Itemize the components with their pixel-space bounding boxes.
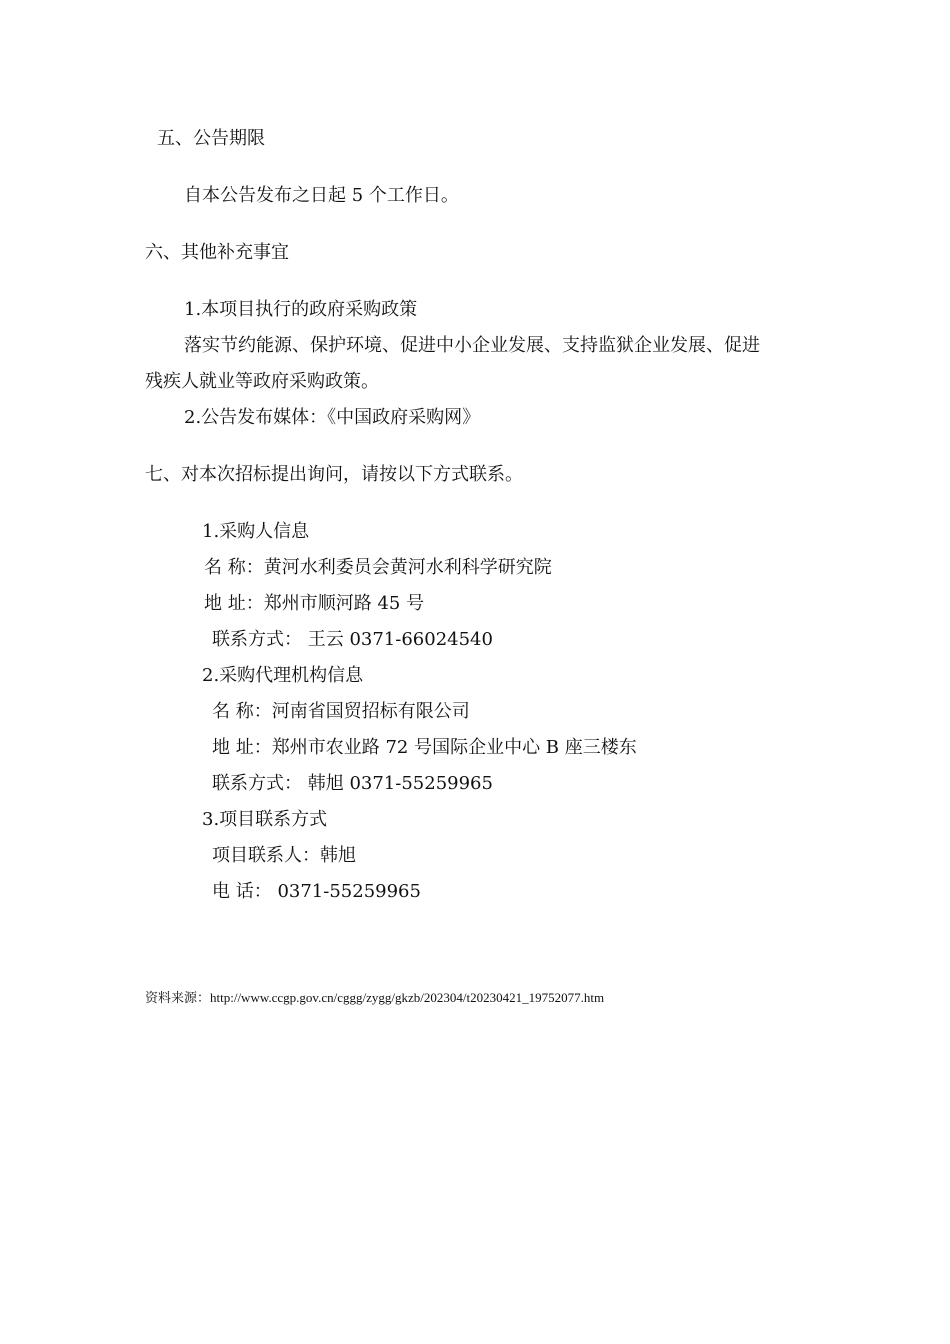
project-contact-title: 3.项目联系方式: [202, 809, 328, 830]
project-contact-phone: 电 话： 0371-55259965: [212, 881, 421, 902]
policy-title: 1.本项目执行的政府采购政策: [184, 299, 418, 320]
purchaser-contact: 联系方式： 王云 0371-66024540: [212, 629, 493, 650]
section-6-heading: 六、其他补充事宜: [145, 242, 289, 263]
agency-title: 2.采购代理机构信息: [202, 665, 364, 686]
project-contact-person: 项目联系人：韩旭: [212, 845, 356, 866]
purchaser-name: 名 称：黄河水利委员会黄河水利科学研究院: [204, 557, 552, 578]
section-7-heading: 七、对本次招标提出询问，请按以下方式联系。: [145, 464, 523, 485]
agency-address: 地 址：郑州市农业路 72 号国际企业中心 B 座三楼东: [212, 737, 637, 758]
agency-contact: 联系方式： 韩旭 0371-55259965: [212, 773, 493, 794]
section-5-body: 自本公告发布之日起 5 个工作日。: [184, 185, 459, 206]
source-link[interactable]: 资料来源：http://www.ccgp.gov.cn/cggg/zygg/gkzb/202304/t20230421_19752077.htm: [145, 990, 605, 1005]
agency-name: 名 称：河南省国贸招标有限公司: [212, 701, 470, 722]
purchaser-title: 1.采购人信息: [202, 521, 310, 542]
policy-body-line-2: 残疾人就业等政府采购政策。: [145, 371, 379, 392]
purchaser-address: 地 址：郑州市顺河路 45 号: [204, 593, 425, 614]
policy-body-line-1: 落实节约能源、保护环境、促进中小企业发展、支持监狱企业发展、促进: [184, 335, 760, 356]
publish-media: 2.公告发布媒体：《中国政府采购网》: [184, 407, 481, 428]
section-5-heading: 五、公告期限: [157, 128, 265, 149]
